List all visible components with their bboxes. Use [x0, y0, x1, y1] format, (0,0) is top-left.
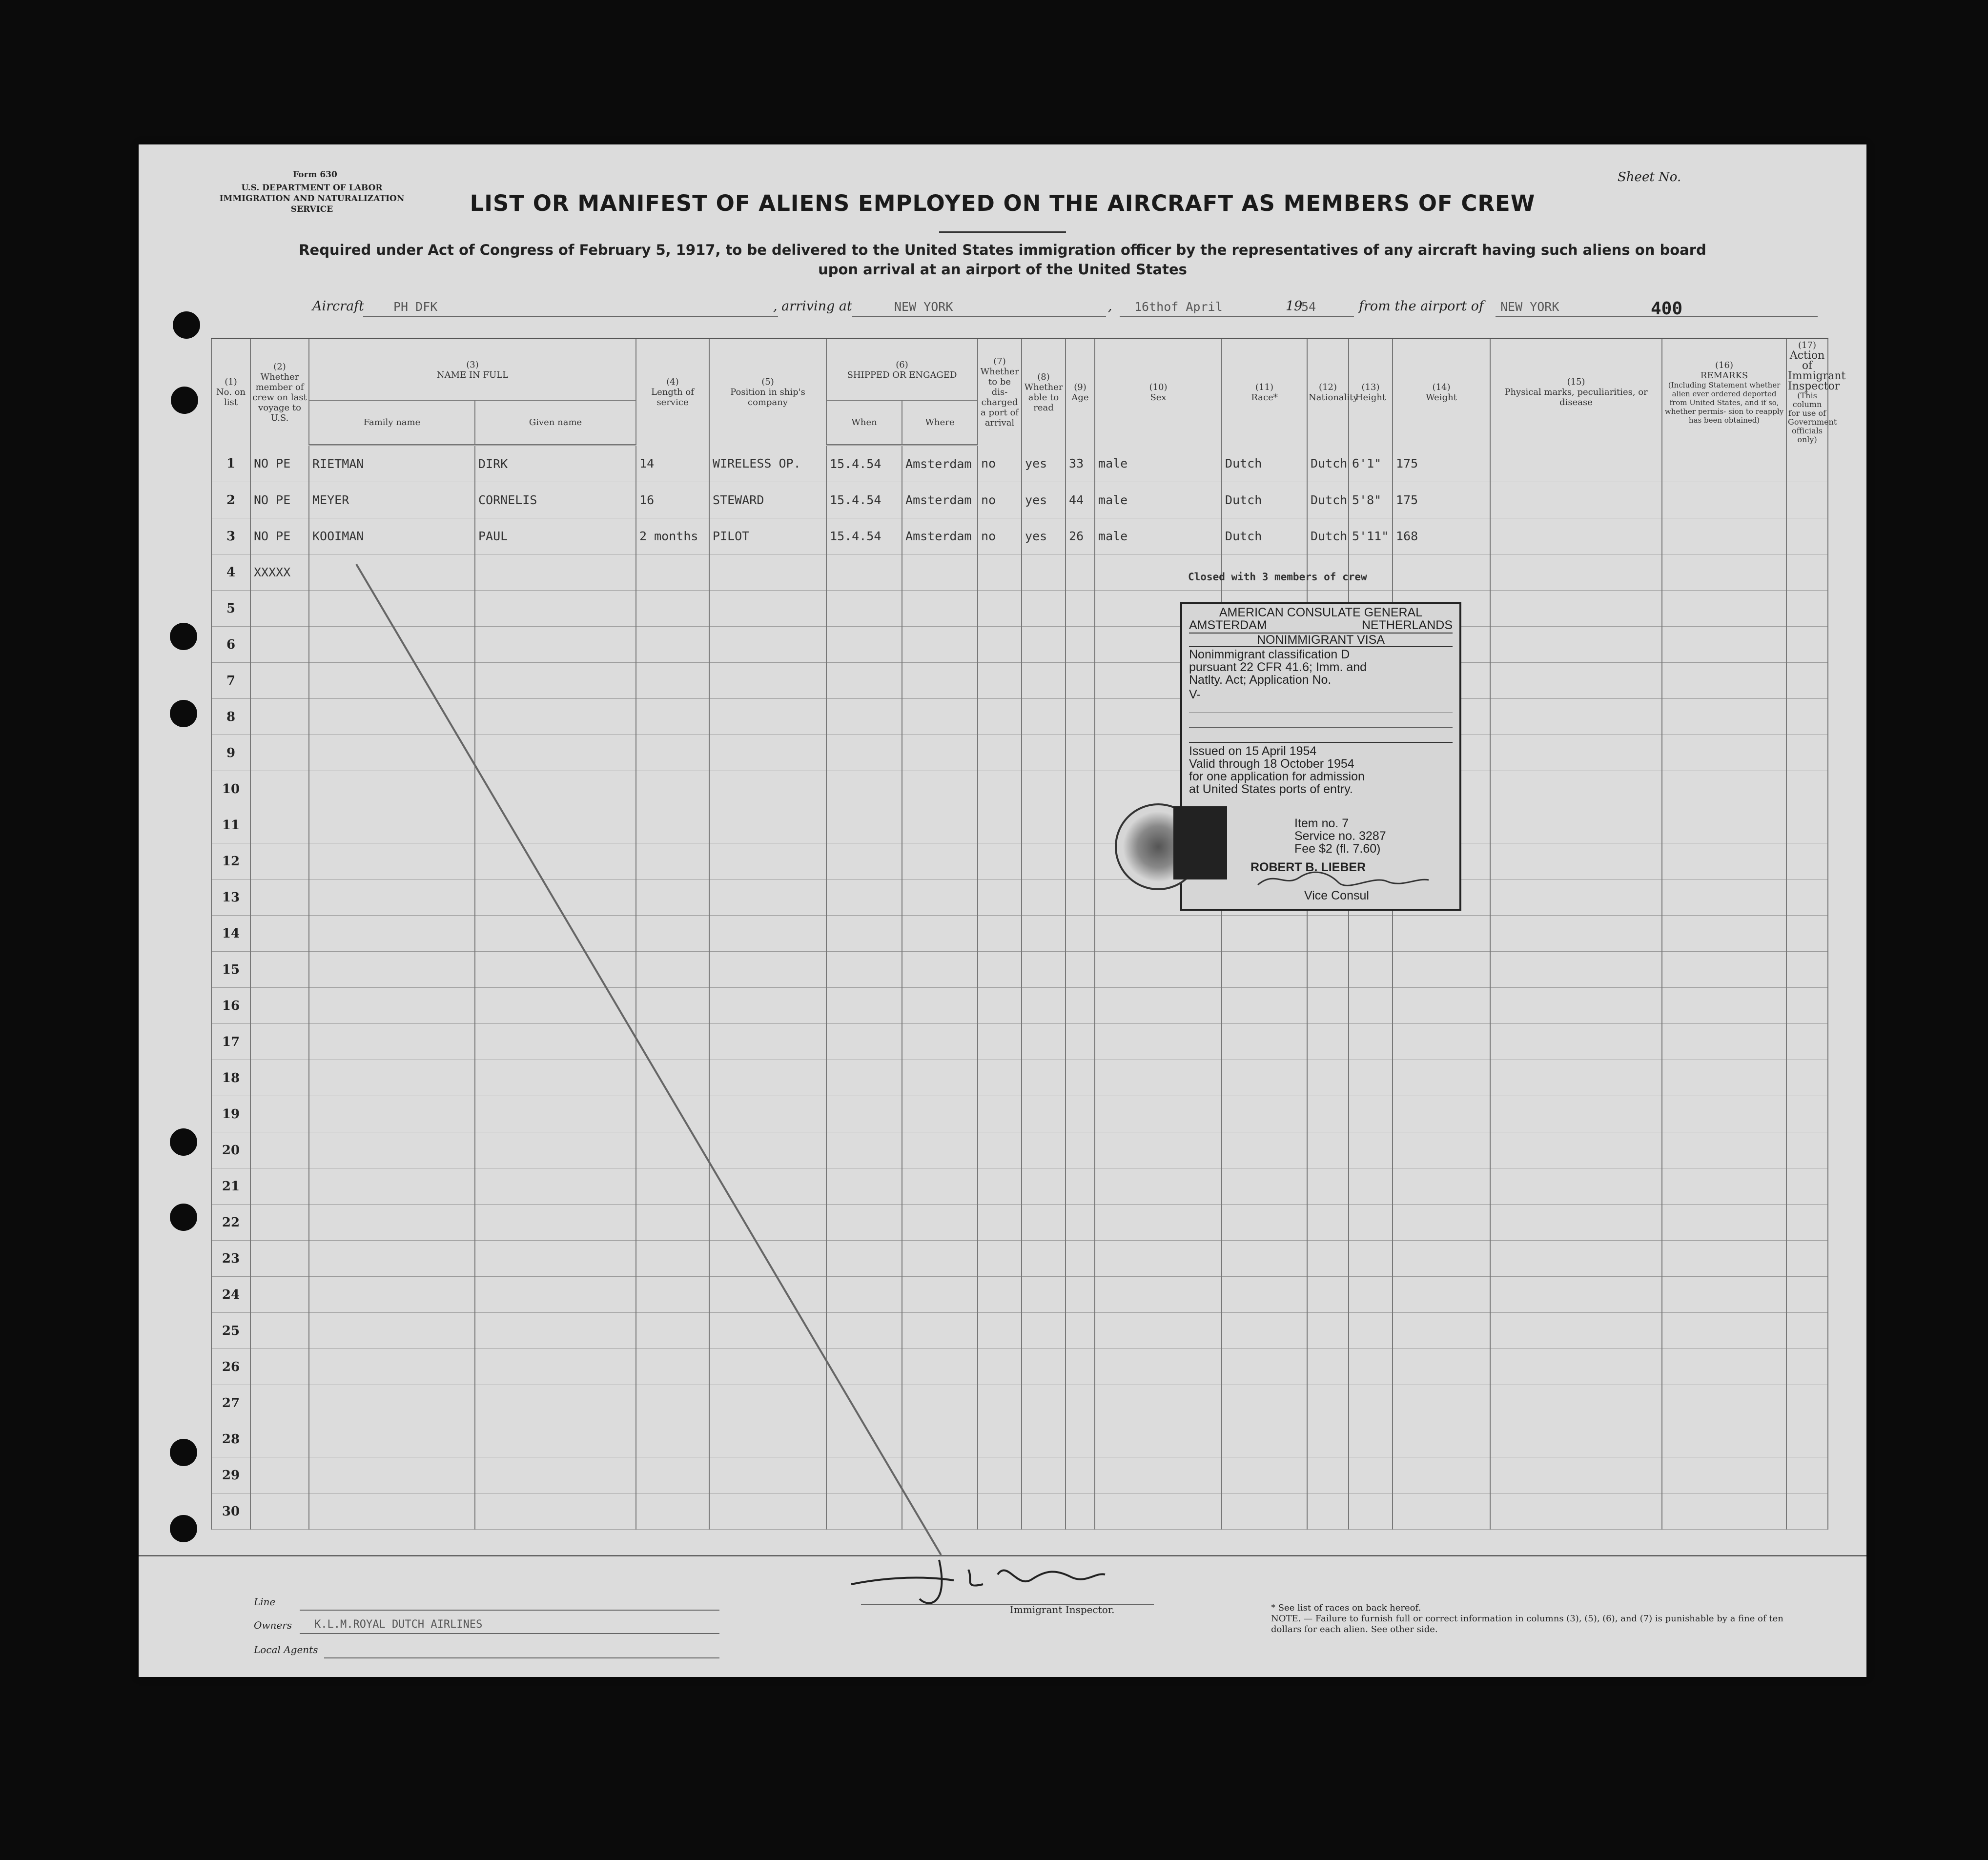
- cell-discharged: no: [978, 482, 1022, 518]
- punch-hole: [173, 311, 200, 339]
- stamp-application: Natlty. Act; Application No.: [1189, 673, 1332, 687]
- subtitle-line: upon arrival at an airport of the United States: [818, 261, 1187, 278]
- row-number: 10: [211, 771, 250, 807]
- col-header-age: (9) Age: [1066, 339, 1095, 446]
- stamp-signer: ROBERT B. LIEBER: [1250, 860, 1366, 874]
- col-header-sex: (10) Sex: [1095, 339, 1222, 446]
- row-number: 20: [211, 1132, 250, 1168]
- row-number: 26: [211, 1349, 250, 1385]
- cell-nationality: Dutch: [1307, 482, 1349, 518]
- row-number: 2: [211, 482, 250, 518]
- cell-where: Amsterdam: [902, 518, 978, 554]
- row-number: 22: [211, 1205, 250, 1241]
- date-value: 16thof April: [1134, 300, 1223, 314]
- subtitle-line: Required under Act of Congress of February 5, 1917, to be delivered to the United States immigration officer by the representatives of any aircraft having such aliens on board: [299, 242, 1706, 258]
- col-header-when: When: [826, 401, 902, 445]
- cell-given: DIRK: [475, 445, 636, 482]
- cell-where: Amsterdam: [902, 482, 978, 518]
- row-number: 1: [211, 445, 250, 482]
- row-number: 16: [211, 988, 250, 1024]
- line-label: Line: [254, 1596, 276, 1608]
- col-header-given-name: Given name: [475, 401, 636, 445]
- cancel-line-icon: [139, 144, 1866, 1677]
- punch-hole: [170, 1204, 197, 1231]
- cell-sex: male: [1095, 445, 1222, 482]
- cell-height: 5'11": [1349, 518, 1393, 554]
- stamp-location: AMSTERDAM NETHERLANDS: [1189, 618, 1453, 632]
- cell-read: yes: [1022, 445, 1066, 482]
- cell-weight: 175: [1393, 445, 1490, 482]
- col-header-name: (3) NAME IN FULL: [309, 339, 636, 401]
- cell-weight: 168: [1393, 518, 1490, 554]
- cell-given: CORNELIS: [475, 482, 636, 518]
- sheet-number-label: Sheet No.: [1618, 170, 1681, 184]
- row-number: 27: [211, 1385, 250, 1421]
- row-number: 18: [211, 1060, 250, 1096]
- col-header-last-voyage: (2) Whether member of crew on last voyage to U.S.: [250, 339, 309, 446]
- stamp-valid: Valid through 18 October 1954: [1189, 757, 1354, 771]
- col-header-inspector-action: (17) Action of Immigrant Inspector (This column for use of Government officials only): [1786, 339, 1828, 446]
- cell-when: 15.4.54: [826, 445, 902, 482]
- col-header-family-name: Family name: [309, 401, 475, 445]
- col-header-remarks: (16) REMARKS (Including Statement whether alien ever ordered deported from United States, and if so, whether permis- sion to reapply has been obtained): [1662, 339, 1786, 446]
- cell-prev: NO PE: [250, 445, 309, 482]
- stamp-classification: Nonimmigrant classification D: [1189, 648, 1350, 661]
- stamp-pursuant: pursuant 22 CFR 41.6; Imm. and: [1189, 660, 1367, 674]
- comma: ,: [1108, 299, 1112, 314]
- cell-position: STEWARD: [709, 482, 826, 518]
- owners-value: K.L.M.ROYAL DUTCH AIRLINES: [314, 1618, 483, 1631]
- footer-note-penalty: NOTE. — Failure to furnish full or correct information in columns (3), (5), (6), and (7) is punishable by a fine of ten dollars for each alien. See other side.: [1271, 1614, 1783, 1635]
- punch-hole: [170, 1439, 197, 1466]
- row-number: 30: [211, 1493, 250, 1530]
- cell-discharged: no: [978, 445, 1022, 482]
- manifest-sheet: [139, 144, 1866, 1677]
- col-header-race: (11) Race*: [1222, 339, 1307, 446]
- cell-prev: XXXXX: [250, 554, 309, 591]
- row-number: 28: [211, 1421, 250, 1457]
- col-header-shipped: (6) SHIPPED OR ENGAGED: [826, 339, 978, 401]
- cell-service: 16: [636, 482, 709, 518]
- cell-sex: male: [1095, 518, 1222, 554]
- row-number: 12: [211, 843, 250, 879]
- row-number: 3: [211, 518, 250, 554]
- row-number: 23: [211, 1241, 250, 1277]
- inspector-label: Immigrant Inspector.: [1010, 1604, 1115, 1615]
- row-number: 24: [211, 1277, 250, 1313]
- cell-age: 33: [1066, 445, 1095, 482]
- row-number: 5: [211, 591, 250, 627]
- cell-age: 26: [1066, 518, 1095, 554]
- cell-height: 6'1": [1349, 445, 1393, 482]
- stamp-consulate: AMERICAN CONSULATE GENERAL: [1219, 606, 1423, 619]
- stamp-v-number: V-: [1189, 688, 1201, 701]
- cell-position: WIRELESS OP.: [709, 445, 826, 482]
- year-value: 54: [1301, 300, 1316, 314]
- cell-when: 15.4.54: [826, 482, 902, 518]
- year-prefix: 19: [1286, 299, 1303, 314]
- col-header-weight: (14) Weight: [1393, 339, 1490, 446]
- local-agents-label: Local Agents: [254, 1644, 318, 1656]
- stamp-signer-title: Vice Consul: [1304, 889, 1369, 902]
- cell-read: yes: [1022, 518, 1066, 554]
- col-header-nationality: (12) Nationality: [1307, 339, 1349, 446]
- arriving-value: NEW YORK: [894, 300, 953, 314]
- col-header-where: Where: [902, 401, 978, 445]
- col-header-no: (1) No. on list: [211, 339, 250, 446]
- cell-read: yes: [1022, 482, 1066, 518]
- row-number: 13: [211, 879, 250, 916]
- punch-hole: [170, 700, 197, 727]
- cell-nationality: Dutch: [1307, 445, 1349, 482]
- col-header-physical-marks: (15) Physical marks, peculiarities, or disease: [1490, 339, 1662, 446]
- row-number: 8: [211, 699, 250, 735]
- cell-service: 2 months: [636, 518, 709, 554]
- cell-race: Dutch: [1222, 445, 1307, 482]
- stamp-visa-type: NONIMMIGRANT VISA: [1189, 633, 1453, 647]
- department-line: U.S. DEPARTMENT OF LABOR: [241, 183, 383, 193]
- col-header-position: (5) Position in ship's company: [709, 339, 826, 446]
- from-airport-label: from the airport of: [1359, 299, 1484, 314]
- cell-sex: male: [1095, 482, 1222, 518]
- department-line: IMMIGRATION AND NATURALIZATION SERVICE: [219, 194, 405, 214]
- aircraft-label: Aircraft: [312, 299, 365, 314]
- line-underline: [300, 1610, 719, 1611]
- aircraft-value: PH DFK: [393, 300, 438, 314]
- manifest-number: 400: [1651, 299, 1683, 319]
- cell-height: 5'8": [1349, 482, 1393, 518]
- punch-hole: [170, 1128, 197, 1156]
- cell-nationality: Dutch: [1307, 518, 1349, 554]
- row-number: 14: [211, 916, 250, 952]
- page-title: LIST OR MANIFEST OF ALIENS EMPLOYED ON THE AIRCRAFT AS MEMBERS OF CREW: [470, 190, 1536, 216]
- cell-family: KOOIMAN: [309, 518, 475, 554]
- footer-note-races: * See list of races on back hereof.: [1271, 1603, 1421, 1613]
- col-header-discharged: (7) Whether to be dis- charged a port of arrival: [978, 339, 1022, 446]
- cell-position: PILOT: [709, 518, 826, 554]
- punch-hole: [170, 1515, 197, 1542]
- cell-discharged: no: [978, 518, 1022, 554]
- cell-family: RIETMAN: [309, 445, 475, 482]
- stamp-issued: Issued on 15 April 1954: [1189, 744, 1317, 758]
- stamp-service: Service no. 3287: [1294, 829, 1386, 843]
- row-number: 21: [211, 1168, 250, 1205]
- cell-prev: NO PE: [250, 482, 309, 518]
- cell-race: Dutch: [1222, 482, 1307, 518]
- punch-hole: [171, 387, 198, 414]
- row-number: 7: [211, 663, 250, 699]
- row-number: 11: [211, 807, 250, 843]
- agents-underline: [324, 1657, 719, 1658]
- owners-label: Owners: [254, 1619, 292, 1631]
- col-header-read: (8) Whether able to read: [1022, 339, 1066, 446]
- row-number: 17: [211, 1024, 250, 1060]
- stamp-for-line: for one application for admission: [1189, 770, 1365, 783]
- owners-underline: [300, 1633, 719, 1634]
- cell-race: Dutch: [1222, 518, 1307, 554]
- closed-note: Closed with 3 members of crew: [1188, 571, 1367, 583]
- stamp-ports-line: at United States ports of entry.: [1189, 782, 1353, 796]
- cell-prev: NO PE: [250, 518, 309, 554]
- from-airport-value: NEW YORK: [1500, 300, 1559, 314]
- col-header-length-service: (4) Length of service: [636, 339, 709, 446]
- stamp-fee: Fee $2 (fl. 7.60): [1294, 842, 1381, 856]
- cell-where: Amsterdam: [902, 445, 978, 482]
- stamp-item: Item no. 7: [1294, 817, 1349, 830]
- cell-weight: 175: [1393, 482, 1490, 518]
- row-number: 29: [211, 1457, 250, 1493]
- cell-when: 15.4.54: [826, 518, 902, 554]
- cell-age: 44: [1066, 482, 1095, 518]
- row-number: 6: [211, 627, 250, 663]
- row-number: 4: [211, 554, 250, 591]
- row-number: 15: [211, 952, 250, 988]
- cell-family: MEYER: [309, 482, 475, 518]
- col-header-height: (13) Height: [1349, 339, 1393, 446]
- row-number: 19: [211, 1096, 250, 1132]
- footer-note: [1271, 1603, 1808, 1635]
- punch-hole: [170, 623, 197, 650]
- row-number: 9: [211, 735, 250, 771]
- cell-given: PAUL: [475, 518, 636, 554]
- form-number: Form 630: [293, 170, 337, 180]
- cell-service: 14: [636, 445, 709, 482]
- arriving-label: , arriving at: [773, 299, 852, 314]
- row-number: 25: [211, 1313, 250, 1349]
